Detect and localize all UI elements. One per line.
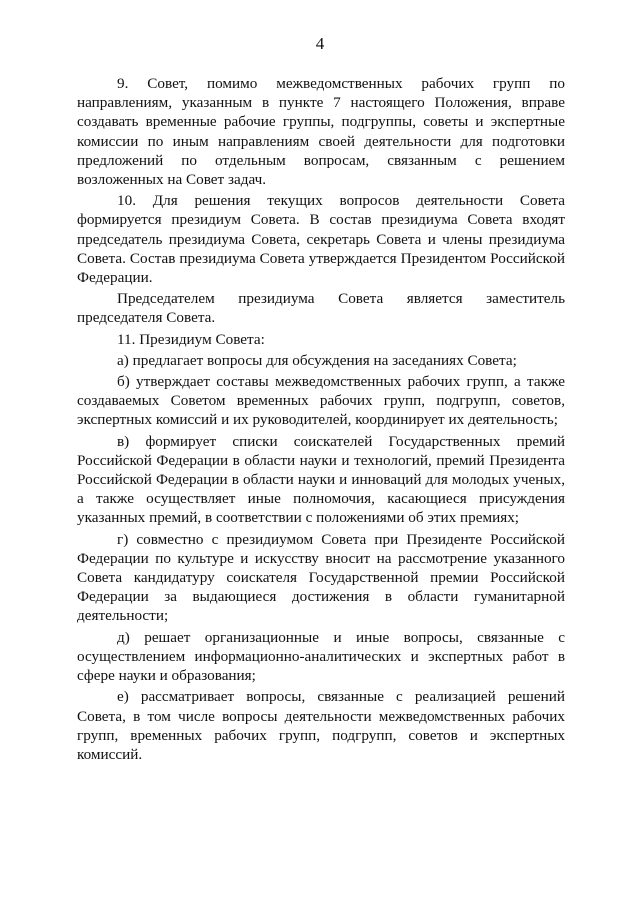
list-item-e: е) рассматривает вопросы, связанные с реализацией решений Совета, в том числе вопросы деятельности межведомственных рабочих групп, временных рабочих групп, подгрупп, советов и экспертных комиссий. (77, 688, 565, 763)
list-item-g: г) совместно с президиумом Совета при Президенте Российской Федерации по культуре и искусству вносит на рассмотрение указанного Совета кандидатуру соискателя Государственной премии Российской Федерации за выдающиеся достижения в области гуманитарной деятельности; (77, 530, 565, 625)
paragraph-11-heading: 11. Президиум Совета: (117, 330, 265, 348)
list-item-v: в) формирует списки соискателей Государственных премий Российской Федерации в области науки и технологий, премий Президента Российской Федерации в области науки и инноваций для молодых ученых, а также осуществляет иные полномочия, касающиеся присуждения указанных премий, в соответствии с положениями об этих премиях; (77, 432, 565, 527)
list-item-a: а) предлагает вопросы для обсуждения на заседаниях Совета; (117, 351, 517, 369)
list-item-b: б) утверждает составы межведомственных рабочих групп, а также создаваемых Советом временных рабочих групп, подгрупп, советов, экспертных комиссий и их руководителей, координирует их деятельность; (77, 373, 565, 429)
paragraph-10: 10. Для решения текущих вопросов деятельности Совета формируется президиум Совета. В состав президиума Совета входят председатель президиума Совета, секретарь Совета и члены президиума Совета. Состав президиума Совета утверждается Президентом Российской Федерации. (77, 192, 565, 287)
list-item-d: д) решает организационные и иные вопросы, связанные с осуществлением информационно-аналитических и экспертных работ в сфере науки и образования; (77, 628, 565, 685)
page-number: 4 (315, 34, 325, 53)
paragraph-presidium-chair: Председателем президиума Совета является заместитель председателя Совета. (77, 290, 565, 327)
document-body (77, 74, 565, 766)
paragraph-9: 9. Совет, помимо межведомственных рабочих групп по направлениям, указанным в пункте 7 настоящего Положения, вправе создавать временные рабочие группы, подгруппы, советы и экспертные комиссии по иным направлениям своей деятельности для подготовки предложений по отдельным вопросам, связанным с решением возложенных на Совет задач. (77, 75, 565, 189)
